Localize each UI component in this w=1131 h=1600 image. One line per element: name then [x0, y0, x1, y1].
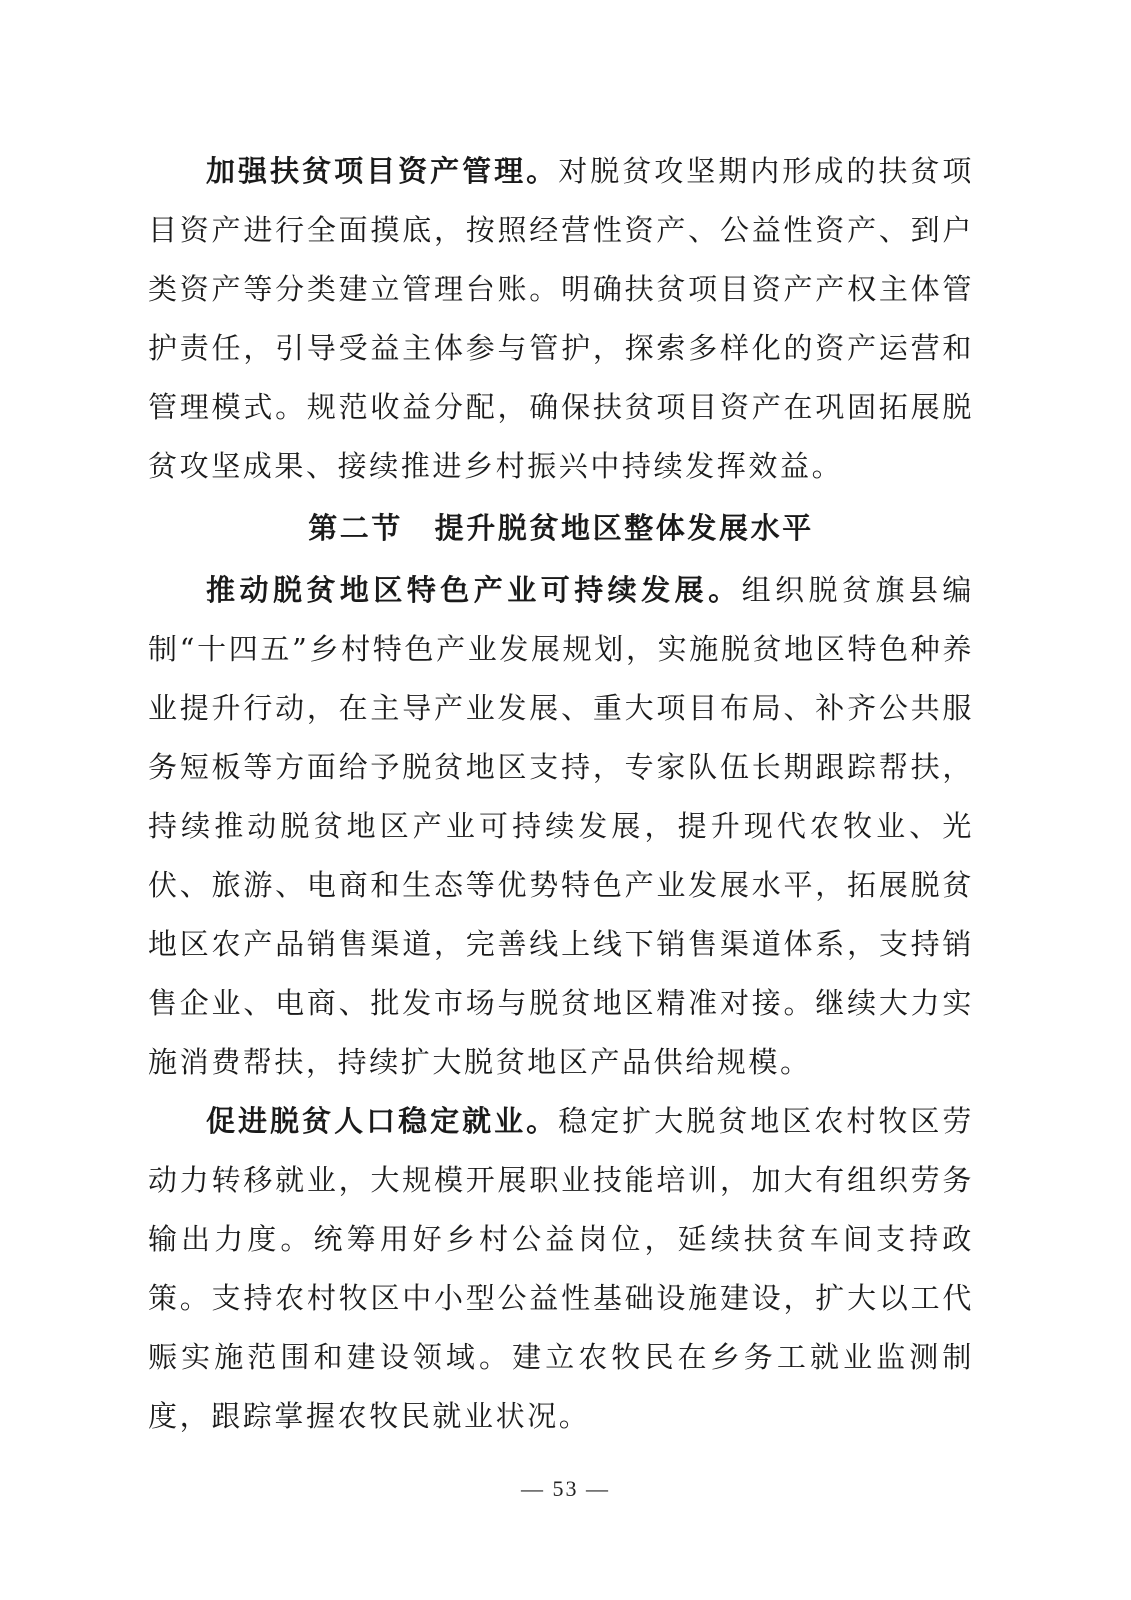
page-body — [148, 142, 974, 1446]
paragraph-lead: 促进脱贫人口稳定就业。 — [206, 1104, 559, 1138]
paragraph-stable-employment — [148, 1092, 974, 1446]
paragraph-asset-management — [148, 142, 974, 496]
paragraph-industry-development — [148, 561, 974, 1092]
page-number: — 53 — — [521, 1476, 610, 1501]
paragraph-text: 对脱贫攻坚期内形成的扶贫项目资产进行全面摸底，按照经营性资产、公益性资产、到户类资产等分类建立管理台账。明确扶贫项目资产产权主体管护责任，引导受益主体参与管护，探索多样化的资产运营和管理模式。规范收益分配，确保扶贫项目资产在巩固拓展脱贫攻坚成果、接续推进乡村振兴中持续发挥效益。 — [148, 154, 974, 483]
paragraph-lead: 推动脱贫地区特色产业可持续发展。 — [206, 573, 742, 607]
paragraph-text: 组织脱贫旗县编制“十四五”乡村特色产业发展规划，实施脱贫地区特色种养业提升行动，在主导产业发展、重大项目布局、补齐公共服务短板等方面给予脱贫地区支持，专家队伍长期跟踪帮扶，持续推动脱贫地区产业可持续发展，提升现代农牧业、光伏、旅游、电商和生态等优势特色产业发展水平，拓展脱贫地区农产品销售渠道，完善线上线下销售渠道体系，支持销售企业、电商、批发市场与脱贫地区精准对接。继续大力实施消费帮扶，持续扩大脱贫地区产品供给规模。 — [148, 573, 974, 1079]
paragraph-text: 稳定扩大脱贫地区农村牧区劳动力转移就业，大规模开展职业技能培训，加大有组织劳务输出力度。统筹用好乡村公益岗位，延续扶贫车间支持政策。支持农村牧区中小型公益性基础设施建设，扩大以工代赈实施范围和建设领域。建立农牧民在乡务工就业监测制度，跟踪掌握农牧民就业状况。 — [148, 1104, 974, 1433]
section-heading: 第二节 提升脱贫地区整体发展水平 — [308, 511, 814, 545]
paragraph-lead: 加强扶贫项目资产管理。 — [206, 154, 559, 188]
